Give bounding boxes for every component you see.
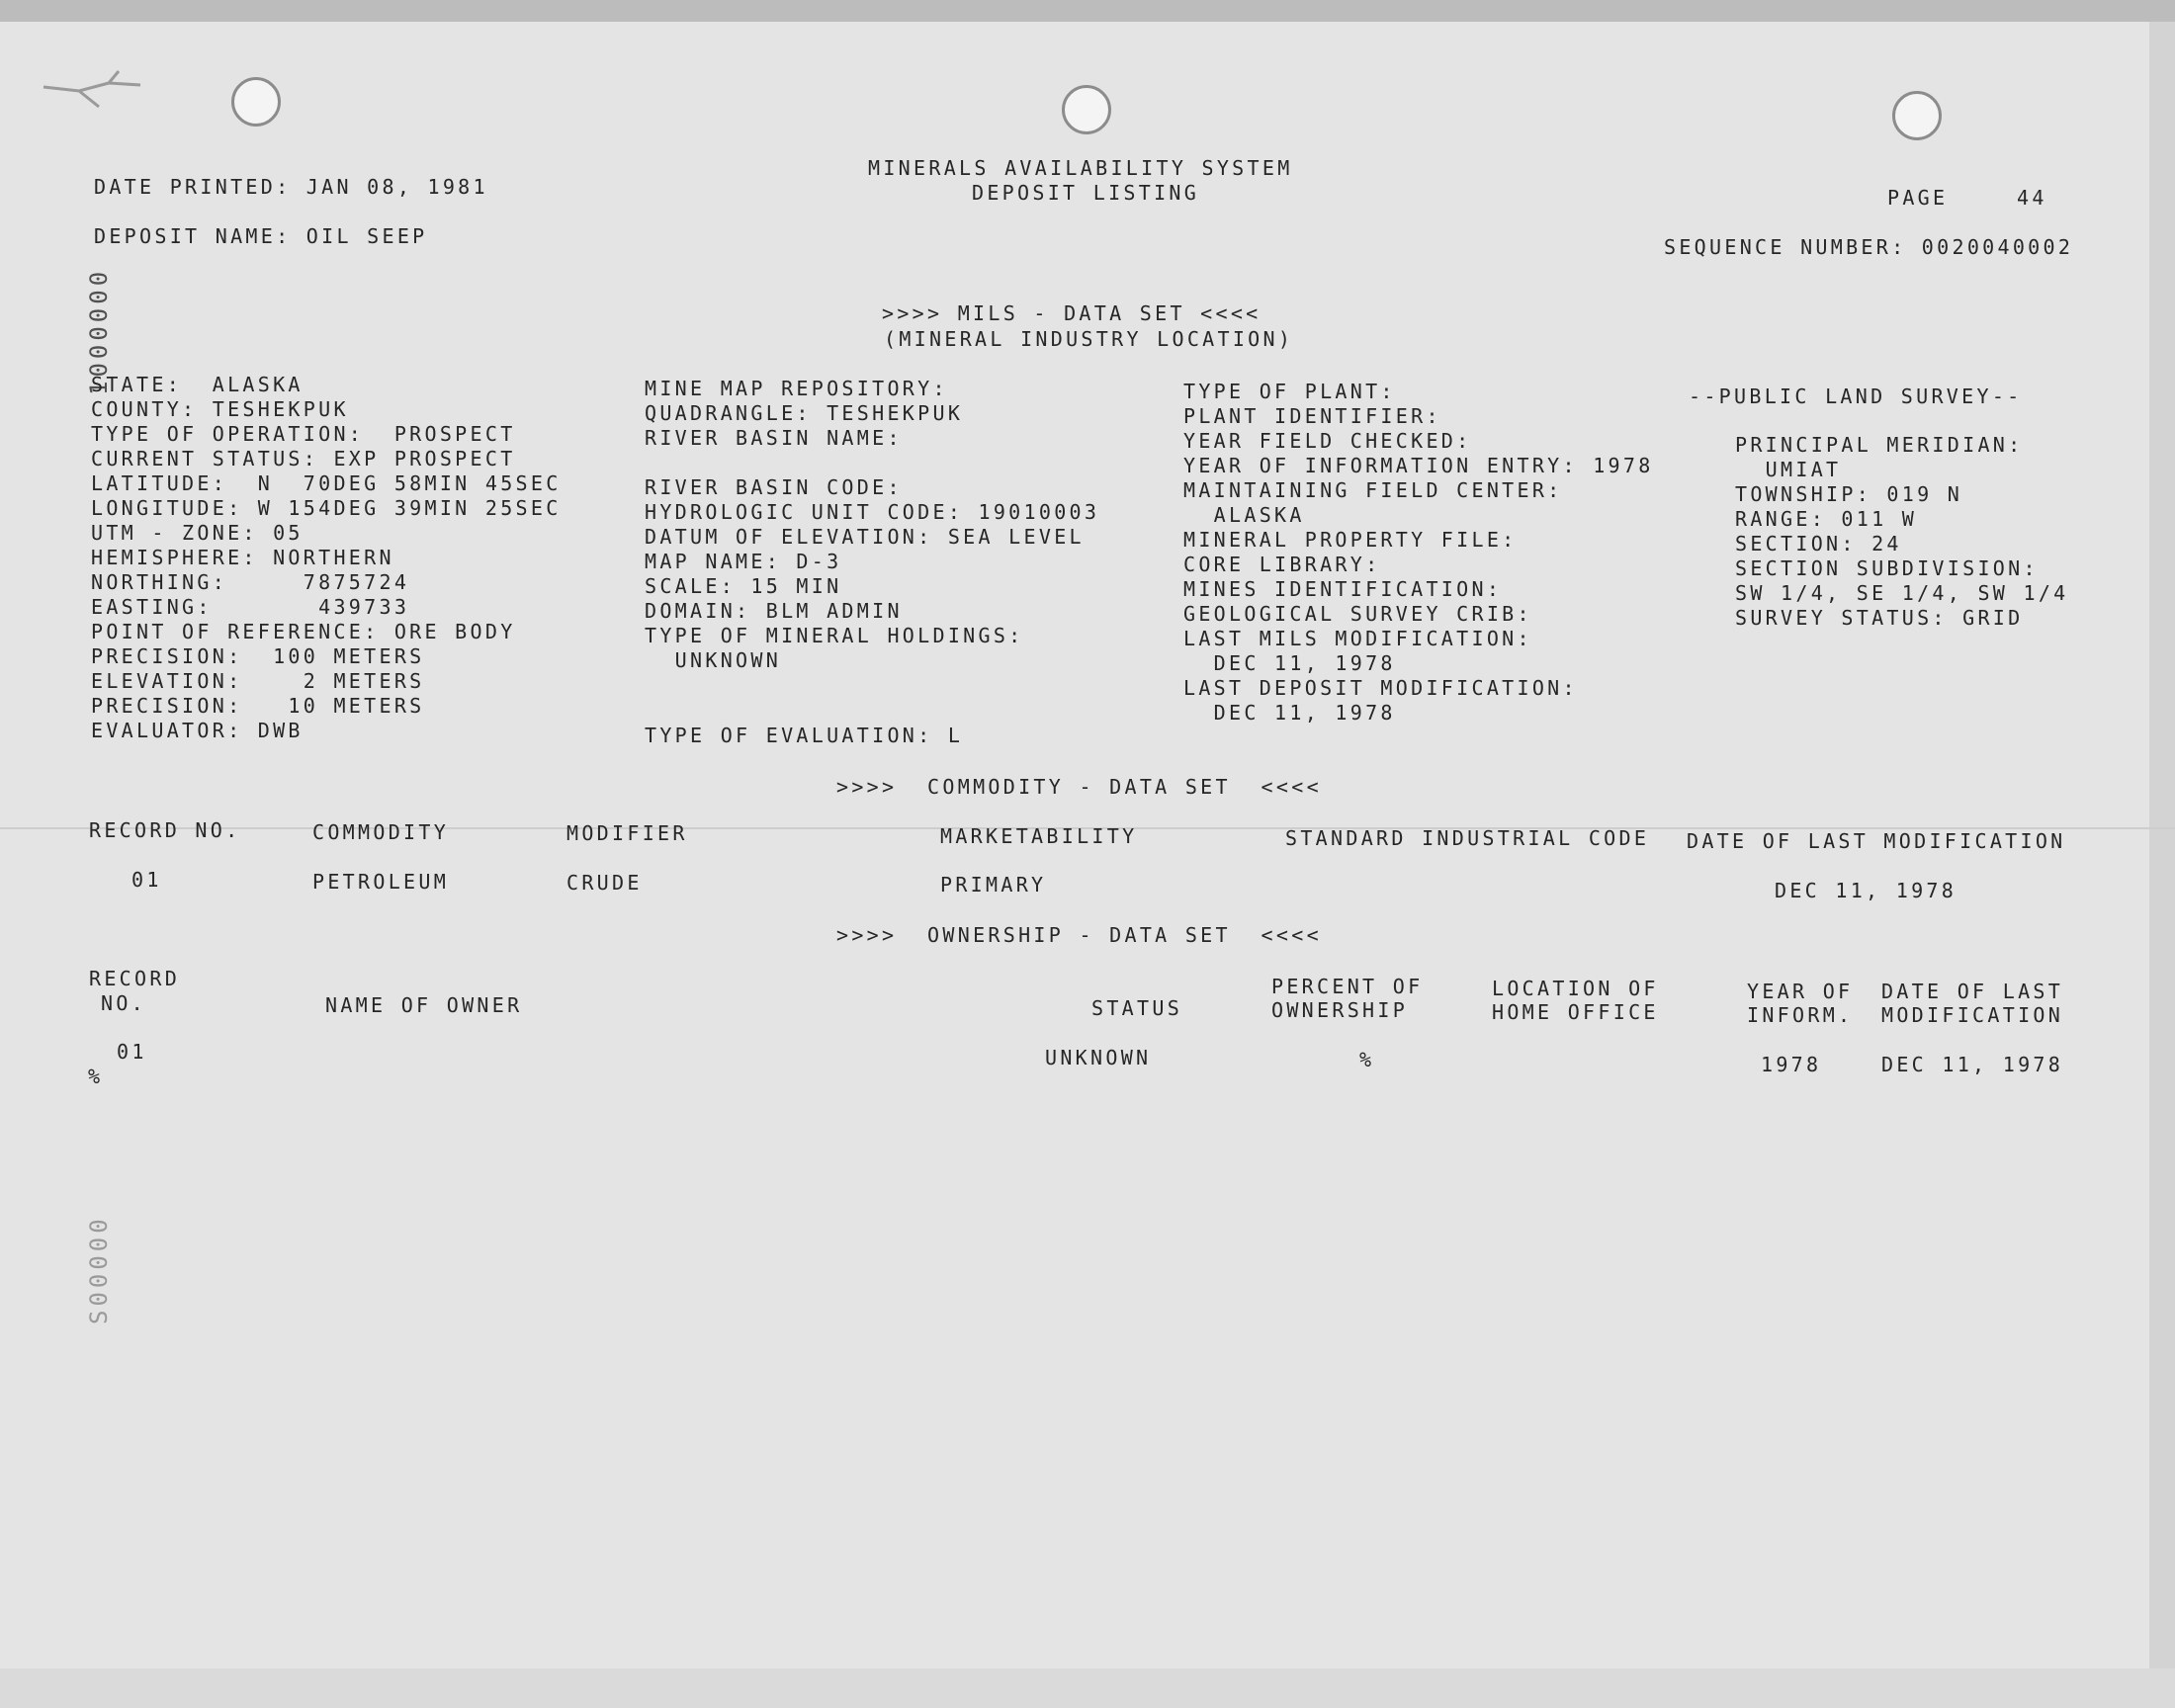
commodity-name: PETROLEUM	[312, 870, 450, 894]
mils-field: MAP NAME: D-3	[645, 550, 842, 573]
mils-field: EVALUATOR: DWB	[91, 719, 304, 742]
mils-field: TYPE OF PLANT:	[1183, 380, 1396, 403]
ownership-header-status: STATUS	[1091, 996, 1183, 1020]
ownership-pct-mark: %	[88, 1065, 104, 1088]
mils-field: LAST DEPOSIT MODIFICATION:	[1183, 676, 1578, 700]
mils-field: RIVER BASIN CODE:	[645, 475, 903, 499]
margin-stamp-bottom: S00000	[85, 1215, 113, 1324]
mils-field: STATE: ALASKA	[91, 373, 304, 396]
mils-field: SURVEY STATUS: GRID	[1735, 606, 2024, 630]
commodity-header-date: DATE OF LAST MODIFICATION	[1687, 829, 2066, 853]
commodity-record-no: 01	[131, 868, 162, 892]
margin-stamp-top: 1000000	[85, 267, 113, 395]
commodity-header-sic: STANDARD INDUSTRIAL CODE	[1285, 826, 1650, 850]
ownership-header-modification: MODIFICATION	[1881, 1003, 2064, 1027]
mils-field: HYDROLOGIC UNIT CODE: 19010003	[645, 500, 1100, 524]
ownership-record-no: 01	[117, 1040, 147, 1064]
mils-field: SCALE: 15 MIN	[645, 574, 842, 598]
mils-field: DATUM OF ELEVATION: SEA LEVEL	[645, 525, 1085, 549]
ownership-header-percent: PERCENT OF	[1271, 975, 1424, 998]
listing-title: DEPOSIT LISTING	[972, 181, 1200, 205]
mils-field: EASTING: 439733	[91, 595, 410, 619]
mils-field: TYPE OF MINERAL HOLDINGS:	[645, 624, 1024, 647]
mils-field: TYPE OF OPERATION: PROSPECT	[91, 422, 516, 446]
mils-field	[645, 451, 1099, 475]
mils-field: UMIAT	[1735, 458, 1842, 481]
commodity-modifier: CRUDE	[566, 871, 643, 895]
mils-field: DOMAIN: BLM ADMIN	[645, 599, 903, 623]
ownership-header-ownership: OWNERSHIP	[1271, 998, 1409, 1022]
mils-field: MINE MAP REPOSITORY:	[645, 377, 948, 400]
scan-bottom-band	[0, 1668, 2175, 1708]
mils-field: PRECISION: 100 METERS	[91, 644, 425, 668]
punch-hole-right	[1892, 91, 1942, 140]
ownership-heading: >>>> OWNERSHIP - DATA SET <<<<	[836, 923, 1322, 947]
mils-field: COUNTY: TESHEKPUK	[91, 397, 349, 421]
public-land-survey-title: --PUBLIC LAND SURVEY--	[1689, 384, 2023, 408]
ownership-header-inform: INFORM.	[1747, 1003, 1854, 1027]
mils-column-map	[645, 377, 1099, 673]
ownership-year: 1978	[1761, 1053, 1822, 1076]
type-of-evaluation: TYPE OF EVALUATION: L	[645, 724, 964, 747]
ownership-header-home-office: HOME OFFICE	[1492, 1000, 1659, 1024]
mils-field: UNKNOWN	[645, 648, 782, 672]
commodity-header-modifier: MODIFIER	[566, 821, 688, 845]
mils-field: MINERAL PROPERTY FILE:	[1183, 528, 1518, 552]
mils-heading: >>>> MILS - DATA SET <<<<	[882, 301, 1262, 325]
staple-mark-icon	[40, 65, 148, 115]
page-number: 44	[2017, 186, 2047, 210]
mils-field: UTM - ZONE: 05	[91, 521, 304, 545]
mils-field: DEC 11, 1978	[1183, 701, 1396, 725]
mils-field: MINES IDENTIFICATION:	[1183, 577, 1503, 601]
mils-field: YEAR OF INFORMATION ENTRY: 1978	[1183, 454, 1654, 477]
mils-field: GEOLOGICAL SURVEY CRIB:	[1183, 602, 1532, 626]
mils-field: SECTION: 24	[1735, 532, 1902, 555]
mils-field: TOWNSHIP: 019 N	[1735, 482, 1963, 506]
mils-field: POINT OF REFERENCE: ORE BODY	[91, 620, 516, 643]
mils-field: RIVER BASIN NAME:	[645, 426, 903, 450]
mils-field: ELEVATION: 2 METERS	[91, 669, 425, 693]
mils-field: SECTION SUBDIVISION:	[1735, 556, 2039, 580]
mils-field: LAST MILS MODIFICATION:	[1183, 627, 1532, 650]
deposit-name: DEPOSIT NAME: OIL SEEP	[94, 224, 428, 248]
ownership-percent: %	[1359, 1048, 1375, 1071]
ownership-date: DEC 11, 1978	[1881, 1053, 2064, 1076]
mils-field: PLANT IDENTIFIER:	[1183, 404, 1441, 428]
mils-field: DEC 11, 1978	[1183, 651, 1396, 675]
ownership-header-year: YEAR OF	[1747, 980, 1854, 1003]
printout-page	[0, 22, 2175, 1708]
page-label: PAGE	[1887, 186, 1949, 210]
mils-field: PRECISION: 10 METERS	[91, 694, 425, 718]
mils-field: MAINTAINING FIELD CENTER:	[1183, 478, 1563, 502]
mils-column-location	[91, 373, 562, 743]
mils-field: ALASKA	[1183, 503, 1305, 527]
commodity-header-marketability: MARKETABILITY	[940, 824, 1138, 848]
mils-column-land-survey	[1735, 433, 2069, 631]
mils-column-plant	[1183, 380, 1654, 726]
mils-field: NORTHING: 7875724	[91, 570, 410, 594]
scan-top-edge	[0, 0, 2175, 22]
ownership-header-owner: NAME OF OWNER	[325, 993, 523, 1017]
punch-hole-left	[231, 77, 281, 127]
mils-field: PRINCIPAL MERIDIAN:	[1735, 433, 2024, 457]
ownership-header-date: DATE OF LAST	[1881, 980, 2064, 1003]
mils-field: CORE LIBRARY:	[1183, 553, 1381, 576]
sequence-number: SEQUENCE NUMBER: 0020040002	[1664, 235, 2074, 259]
commodity-marketability: PRIMARY	[940, 873, 1047, 897]
mils-field: YEAR FIELD CHECKED:	[1183, 429, 1472, 453]
mils-field: QUADRANGLE: TESHEKPUK	[645, 401, 964, 425]
ownership-header-record-no: NO.	[101, 991, 147, 1015]
ownership-header-location: LOCATION OF	[1492, 977, 1659, 1000]
ownership-header-record: RECORD	[89, 967, 181, 990]
date-printed: DATE PRINTED: JAN 08, 1981	[94, 175, 488, 199]
commodity-header-commodity: COMMODITY	[312, 820, 450, 844]
commodity-date: DEC 11, 1978	[1775, 879, 1958, 902]
mils-field: HEMISPHERE: NORTHERN	[91, 546, 394, 569]
mils-field: LONGITUDE: W 154DEG 39MIN 25SEC	[91, 496, 562, 520]
system-title: MINERALS AVAILABILITY SYSTEM	[868, 156, 1293, 180]
mils-field: CURRENT STATUS: EXP PROSPECT	[91, 447, 516, 470]
commodity-heading: >>>> COMMODITY - DATA SET <<<<	[836, 775, 1322, 799]
mils-field: RANGE: 011 W	[1735, 507, 1918, 531]
mils-field: SW 1/4, SE 1/4, SW 1/4	[1735, 581, 2069, 605]
mils-subheading: (MINERAL INDUSTRY LOCATION)	[884, 327, 1294, 351]
ownership-status: UNKNOWN	[1045, 1046, 1152, 1069]
scan-right-band	[2149, 22, 2175, 1708]
mils-field: LATITUDE: N 70DEG 58MIN 45SEC	[91, 471, 562, 495]
commodity-header-record-no: RECORD NO.	[89, 818, 241, 842]
punch-hole-center	[1062, 85, 1111, 134]
